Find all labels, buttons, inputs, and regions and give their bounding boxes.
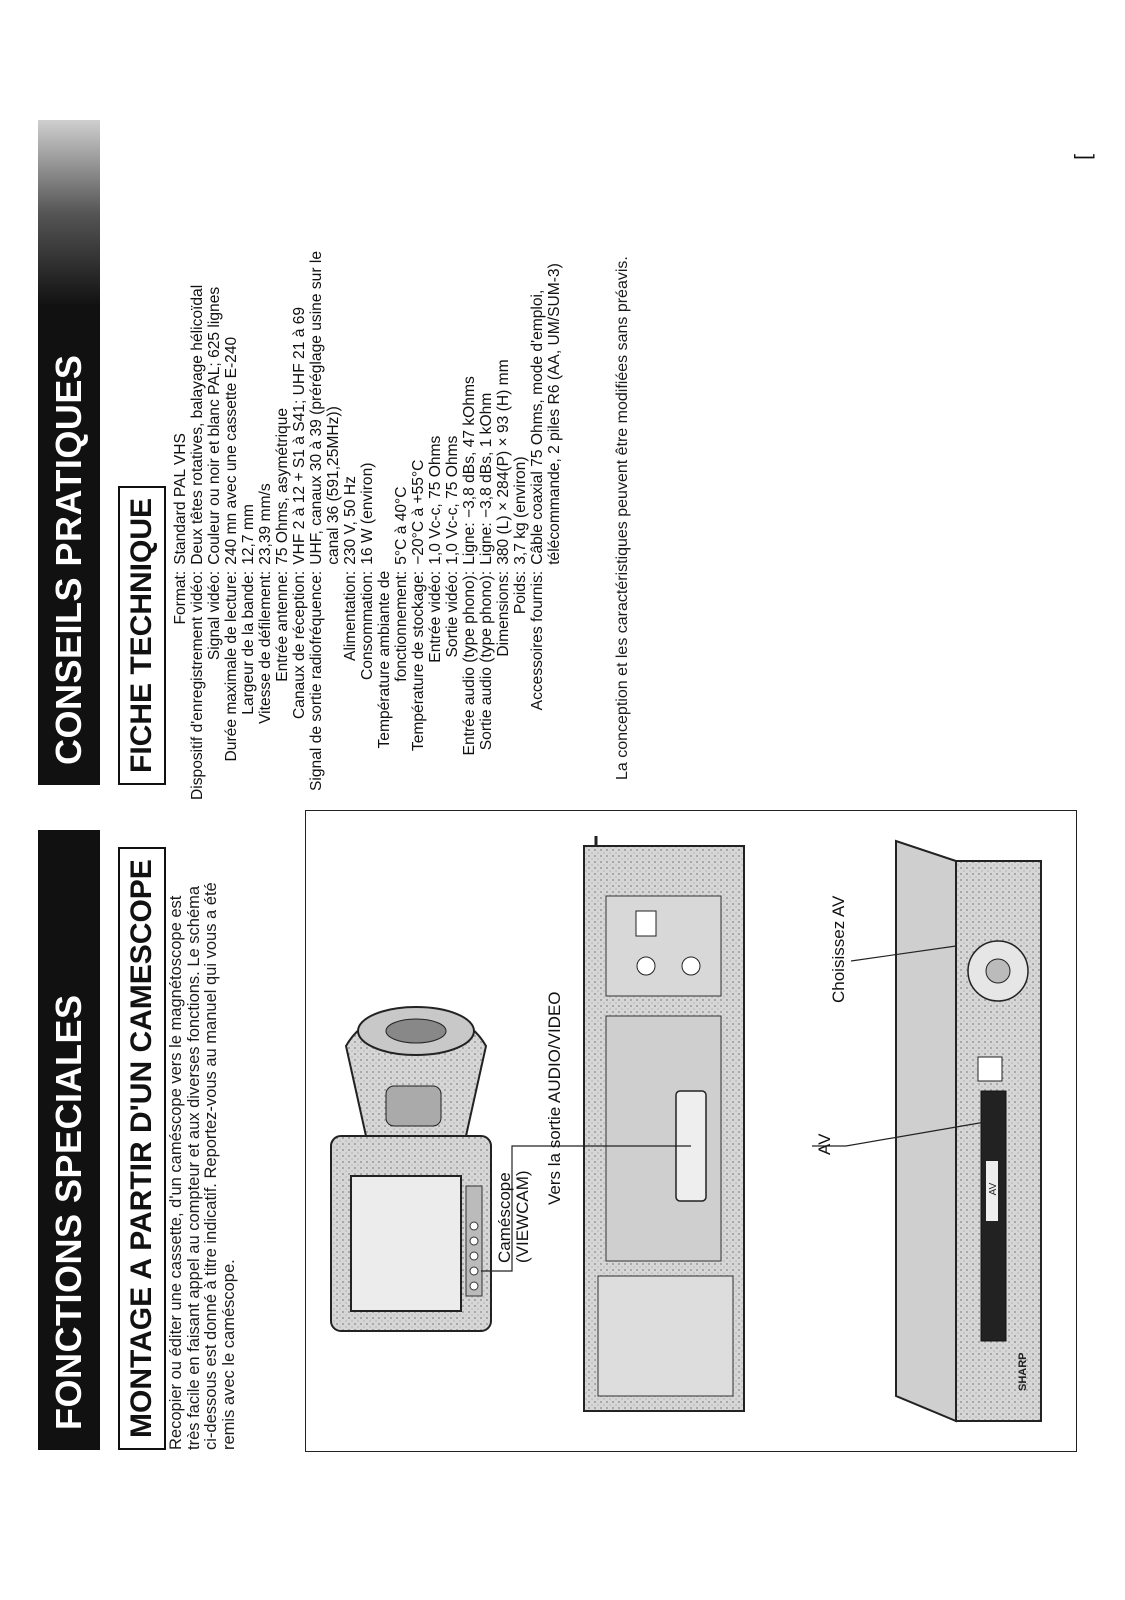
spec-label: Canaux de réception: (291, 570, 308, 720)
spec-row (274, 251, 291, 800)
spec-label: Alimentation: (342, 570, 359, 661)
spec-value: Ligne: −3,8 dBs, 1 kOhm (478, 392, 495, 565)
spec-label: fonctionnement: (393, 570, 410, 682)
select-av-label: Choisissez AV (829, 895, 848, 1003)
spec-label: Format: (172, 570, 189, 625)
spec-value: Ligne: −3,8 dBs, 47 kOhms (461, 376, 478, 565)
spec-label: Signal de sortie radiofréquence: (308, 570, 325, 791)
spec-table (172, 251, 563, 800)
spec-value: 230 V, 50 Hz (342, 476, 359, 565)
spec-row (444, 251, 461, 800)
spec-row (291, 251, 308, 800)
spec-value: 1,0 Vc-c, 75 Ohms (427, 435, 444, 565)
spec-label: Sortie audio (type phono): (478, 570, 495, 751)
spec-label: Accessoires fournis: (529, 570, 546, 711)
spec-value: 3,7 kg (environ) (512, 456, 529, 565)
spec-row (206, 251, 223, 800)
page-corner-mark: [ (1070, 153, 1095, 160)
diagram-frame (305, 810, 1077, 1452)
spec-value (376, 251, 393, 565)
spec-row (512, 251, 529, 800)
spec-label (546, 565, 563, 800)
section-title-montage: MONTAGE A PARTIR D'UN CAMESCOPE (118, 847, 166, 1450)
spec-value: 16 W (environ) (359, 462, 376, 565)
spec-row (546, 251, 563, 800)
spec-label: Largeur de la bande: (240, 570, 257, 715)
spec-label: Poids: (512, 570, 529, 615)
intro-line: très facile en faisant appel au compteur et aux diverses fonctions. Le schéma (184, 885, 203, 1450)
spec-note: La conception et les caractéristiques peuvent être modifiées sans préavis. (614, 256, 631, 780)
spec-label: Température de stockage: (410, 570, 427, 752)
spec-row (376, 251, 393, 800)
spec-row (172, 251, 189, 800)
spec-label: Signal vidéo: (206, 570, 223, 661)
spec-row (495, 251, 512, 800)
vcr-front-illustration (896, 841, 1041, 1421)
spec-row (189, 251, 206, 800)
spec-label: Vitesse de défilement: (257, 570, 274, 724)
camcorder-label-line: Caméscope (495, 1172, 514, 1263)
intro-line: remis avec le caméscope. (219, 1259, 238, 1450)
spec-value: 1,0 Vc-c, 75 Ohms (444, 435, 461, 565)
camcorder-illustration (331, 1007, 491, 1331)
banner-conseils-pratiques: CONSEILS PRATIQUES (38, 120, 100, 785)
spec-label: Entrée vidéo: (427, 570, 444, 663)
spec-row (240, 251, 257, 800)
spec-value: 5°C à 40°C (393, 486, 410, 565)
spec-value: 12,7 mm (240, 504, 257, 565)
spec-label: Dimensions: (495, 570, 512, 657)
audio-video-output-label: Vers la sortie AUDIO/VIDEO (545, 991, 564, 1205)
spec-value: télécommande, 2 piles R6 (AA, UM/SUM-3) (546, 263, 563, 565)
intro-paragraph (168, 810, 238, 1450)
spec-row (393, 251, 410, 800)
spec-value: Standard PAL VHS (172, 433, 189, 565)
intro-line: ci-dessous est donné à titre indicatif. Reportez-vous au manuel qui vous a été (202, 882, 221, 1450)
spec-row (257, 251, 274, 800)
spec-value: 23,39 mm/s (257, 483, 274, 565)
banner-fonctions-speciales: FONCTIONS SPECIALES (38, 830, 100, 1450)
spec-label: Entrée antenne: (274, 570, 291, 682)
spec-value: Deux têtes rotatives, balayage hélicoïdal (189, 284, 206, 565)
spec-row (478, 251, 495, 800)
spec-row (427, 251, 444, 800)
spec-value: −20°C à +55°C (410, 459, 427, 565)
spec-row (325, 251, 342, 800)
vcr-rear-panel (584, 836, 744, 1411)
spec-row (529, 251, 546, 800)
spec-value: Câble coaxial 75 Ohms, mode d'emploi, (529, 289, 546, 565)
spec-label: Dispositif d'enregistrement vidéo: (189, 570, 206, 800)
spec-label: Sortie vidéo: (444, 570, 461, 658)
spec-row (359, 251, 376, 800)
spec-value: Couleur ou noir et blanc PAL; 625 lignes (206, 286, 223, 565)
spec-value: canal 36 (591,25MHz)) (325, 406, 342, 565)
spec-value: 240 mn avec une cassette E-240 (223, 336, 240, 565)
spec-label: Durée maximale de lecture: (223, 570, 240, 762)
vcr-brand-logo: SHARP (1017, 1352, 1029, 1391)
spec-row (461, 251, 478, 800)
spec-row (223, 251, 240, 800)
spec-label: Entrée audio (type phono): (461, 570, 478, 756)
connection-diagram (306, 811, 1076, 1451)
intro-line: Recopier ou éditer une cassette, d'un caméscope vers le magnétoscope est (167, 895, 185, 1450)
spec-row (342, 251, 359, 800)
spec-row (410, 251, 427, 800)
spec-value: 75 Ohms, asymétrique (274, 407, 291, 565)
spec-value: VHF 2 à 12 + S1 à S41; UHF 21 à 69 (291, 306, 308, 565)
spec-label: Consommation: (359, 570, 376, 680)
spec-row (308, 251, 325, 800)
spec-value: UHF, canaux 30 à 39 (préréglage usine sur le (308, 251, 325, 565)
vcr-display-text: AV (988, 1182, 999, 1196)
av-label: AV (815, 1133, 834, 1155)
camcorder-label (496, 1170, 532, 1263)
section-title-fiche-technique: FICHE TECHNIQUE (118, 486, 166, 785)
spec-value: 380 (L) × 284(P) × 93 (H) mm (495, 359, 512, 565)
spec-label: Température ambiante de (376, 570, 393, 749)
spec-label (325, 565, 342, 800)
camcorder-label-line: (VIEWCAM) (513, 1170, 532, 1263)
